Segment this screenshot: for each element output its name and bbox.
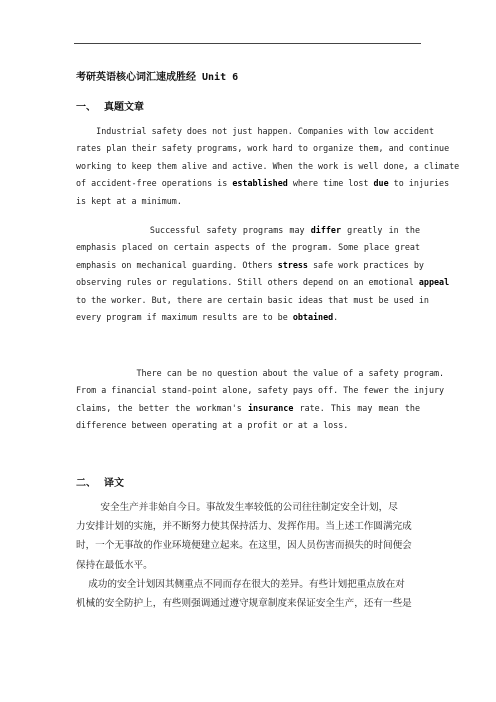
text-line: 机械的安全防护上，有些则强调通过遵守规章制度来保证安全生产，还有一些是: [76, 598, 412, 610]
key-vocabulary-word: insurance: [248, 402, 294, 413]
text-line: Industrial safety does not just happen. Companies with low accident: [76, 126, 434, 136]
text-line: every program if maximum results are to be obtained.: [76, 312, 339, 323]
text-line: to the worker. But, there are certain basic ideas that must be used in: [76, 294, 429, 305]
section-number: 一、: [76, 102, 96, 113]
text-line: of accident-free operations is established where time lost due to injuries: [76, 178, 450, 189]
translation-paragraph-1: [76, 498, 420, 575]
text-line: difference between operating at a profit or at a loss.: [76, 420, 349, 431]
section-label: 真题文章: [104, 102, 144, 113]
text-line: 安全生产并非始自今日。事故发生率较低的公司往往制定安全计划，尽: [76, 502, 398, 513]
article-paragraph-2: [76, 222, 450, 326]
text-line: 时，一个无事故的作业环境便建立起来。在这里，因人员伤害而损失的时间便会: [76, 540, 412, 552]
section-heading-2: [76, 474, 124, 489]
section-label: 译文: [104, 478, 124, 489]
text-line: 保持在最低水平。: [76, 559, 153, 571]
key-vocabulary-word: obtained: [292, 312, 334, 323]
text-line: From a financial stand-point alone, safety pays off. The fewer the injury: [76, 385, 445, 396]
article-paragraph-3: [76, 365, 445, 435]
text-line: claims, the better the workman's insurance rate. This may mean the: [76, 402, 420, 413]
translation-paragraph-2: [76, 575, 420, 613]
text-line: emphasis on mechanical guarding. Others stress safe work practices by: [76, 259, 424, 270]
key-vocabulary-word: stress: [277, 259, 308, 270]
header-rule: [74, 43, 421, 44]
section-heading-1: [76, 98, 144, 113]
text-line: is kept at a minimum.: [76, 195, 182, 206]
key-vocabulary-word: differ: [310, 225, 341, 235]
text-line: rates plan their safety programs, work hard to organize them, and continue: [76, 143, 450, 154]
key-vocabulary-word: established: [232, 178, 288, 189]
text-line: emphasis placed on certain aspects of the program. Some place great: [76, 242, 420, 253]
key-vocabulary-word: appeal: [418, 277, 450, 288]
article-paragraph-1: [76, 123, 460, 210]
text-line: observing rules or regulations. Still others depend on an emotional appeal: [76, 277, 450, 288]
document-title: 考研英语核心词汇速成胜经 Unit 6: [76, 72, 239, 83]
text-line: 力安排计划的实施，并不断努力使其保持活力、发挥作用。当上述工作圆满完成: [76, 521, 412, 533]
text-line: 成功的安全计划因其侧重点不同而存在很大的差异。有些计划把重点放在对: [76, 579, 405, 590]
section-number: 二、: [76, 478, 96, 489]
text-line: working to keep them alive and active. When the work is well done, a climate: [76, 160, 460, 171]
text-line: Successful safety programs may differ greatly in the: [76, 225, 420, 235]
text-line: There can be no question about the value of a safety program.: [76, 368, 445, 378]
key-vocabulary-word: due: [373, 178, 389, 189]
